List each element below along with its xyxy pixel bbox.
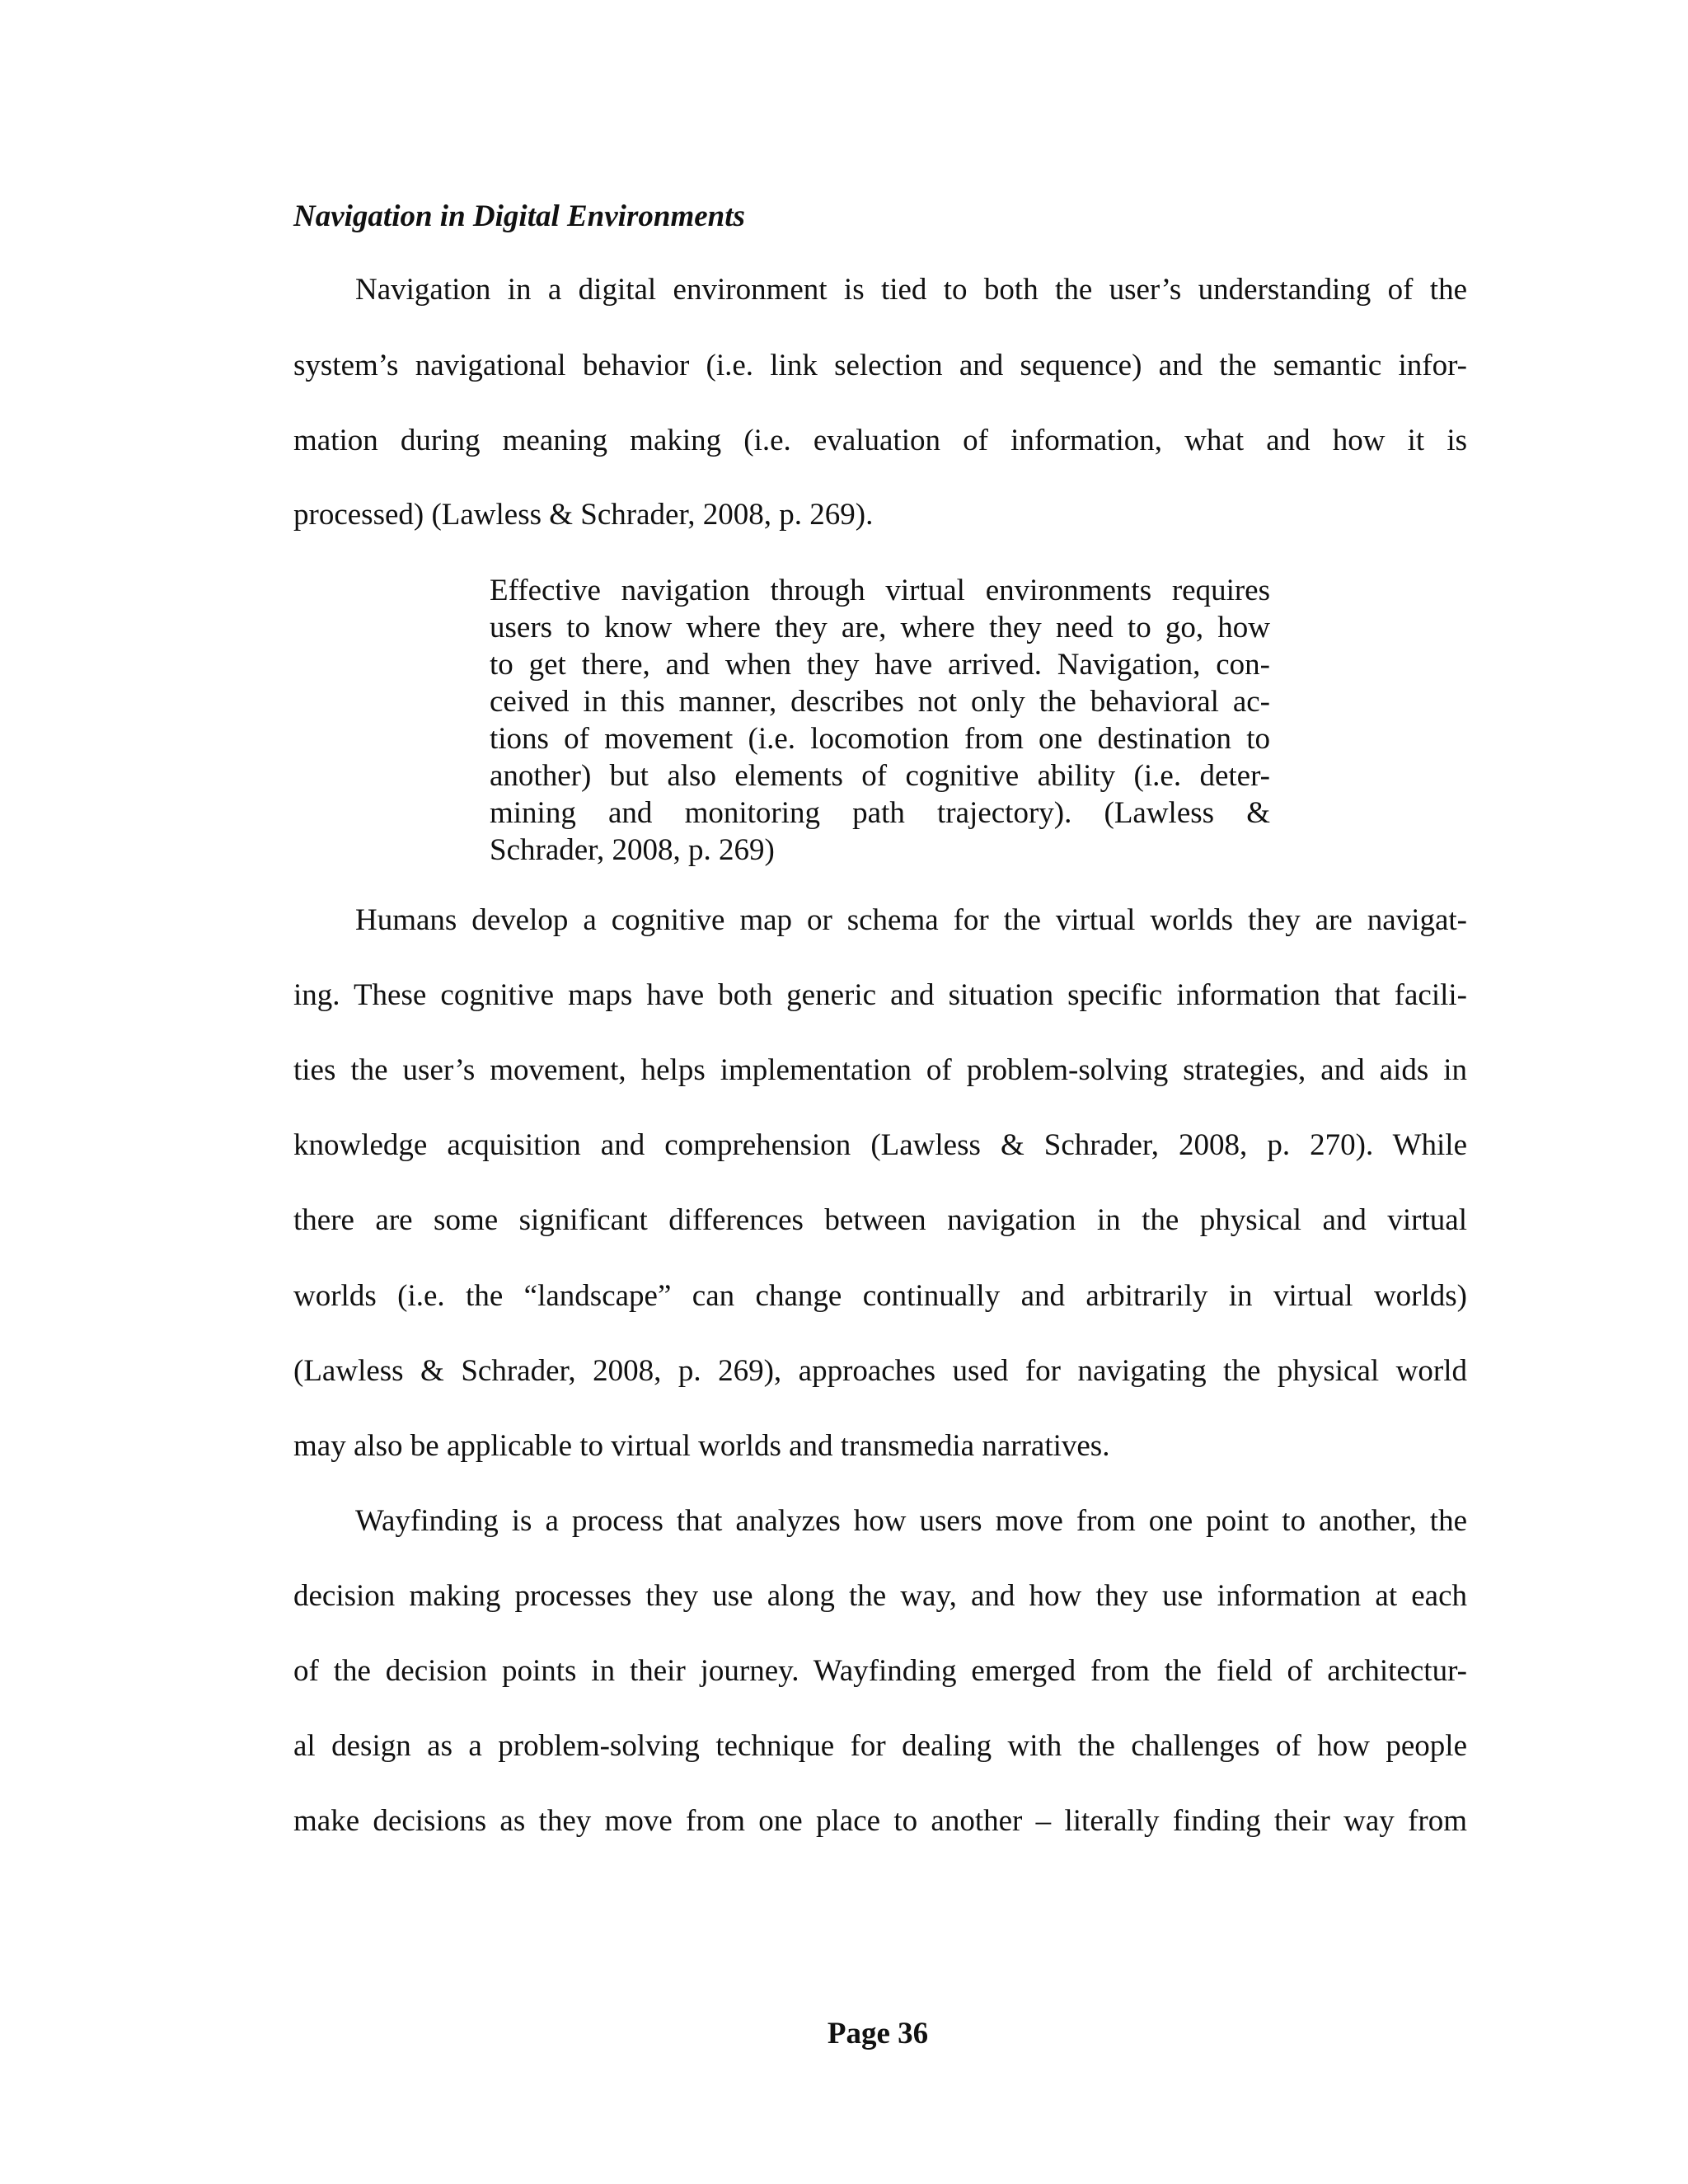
paragraph-1-line: mation during meaning making (i.e. evaluation of information, what and how it is: [293, 424, 1467, 457]
paragraph-3-line: make decisions as they move from one place to another – literally finding their way from: [293, 1804, 1467, 1838]
paragraph-2-line: Humans develop a cognitive map or schema for the virtual worlds they are navigat-: [355, 903, 1467, 937]
block-quote-line: to get there, and when they have arrived. Navigation, con-: [490, 648, 1270, 682]
paragraph-2-line: (Lawless & Schrader, 2008, p. 269), approaches used for navigating the physical world: [293, 1354, 1467, 1388]
paragraph-2-line: ing. These cognitive maps have both generic and situation specific information that facili-: [293, 978, 1467, 1012]
paragraph-2-line: may also be applicable to virtual worlds and transmedia narratives.: [293, 1429, 1110, 1463]
section-heading: Navigation in Digital Environments: [293, 199, 745, 233]
paragraph-2-line: ties the user’s movement, helps implementation of problem-solving strategies, and aids in: [293, 1053, 1467, 1087]
paragraph-2-line: there are some significant differences between navigation in the physical and virtual: [293, 1203, 1467, 1237]
paragraph-1-line: system’s navigational behavior (i.e. link selection and sequence) and the semantic infor-: [293, 349, 1467, 382]
block-quote-line: mining and monitoring path trajectory). (Lawless &: [490, 796, 1270, 830]
paragraph-1-line: Navigation in a digital environment is tied to both the user’s understanding of the: [355, 273, 1467, 307]
block-quote-line: tions of movement (i.e. locomotion from one destination to: [490, 722, 1270, 756]
block-quote-line: another) but also elements of cognitive ability (i.e. deter-: [490, 759, 1270, 793]
paragraph-1-line: processed) (Lawless & Schrader, 2008, p. 269).: [293, 498, 874, 532]
block-quote-line: users to know where they are, where they need to go, how: [490, 611, 1270, 644]
page-number: Page 36: [827, 2017, 929, 2050]
paragraph-3-line: Wayfinding is a process that analyzes how users move from one point to another, the: [355, 1504, 1467, 1538]
paragraph-3-line: al design as a problem-solving technique for dealing with the challenges of how people: [293, 1729, 1467, 1763]
paragraph-2-line: knowledge acquisition and comprehension (Lawless & Schrader, 2008, p. 270). While: [293, 1128, 1467, 1162]
block-quote-line: Effective navigation through virtual environments requires: [490, 574, 1270, 607]
paragraph-3-line: of the decision points in their journey. Wayfinding emerged from the field of architectur-: [293, 1654, 1467, 1688]
paragraph-3-line: decision making processes they use along the way, and how they use information at each: [293, 1579, 1467, 1613]
paragraph-2-line: worlds (i.e. the “landscape” can change continually and arbitrarily in virtual worlds): [293, 1279, 1467, 1313]
block-quote-line: Schrader, 2008, p. 269): [490, 833, 775, 867]
block-quote-line: ceived in this manner, describes not only the behavioral ac-: [490, 685, 1270, 719]
